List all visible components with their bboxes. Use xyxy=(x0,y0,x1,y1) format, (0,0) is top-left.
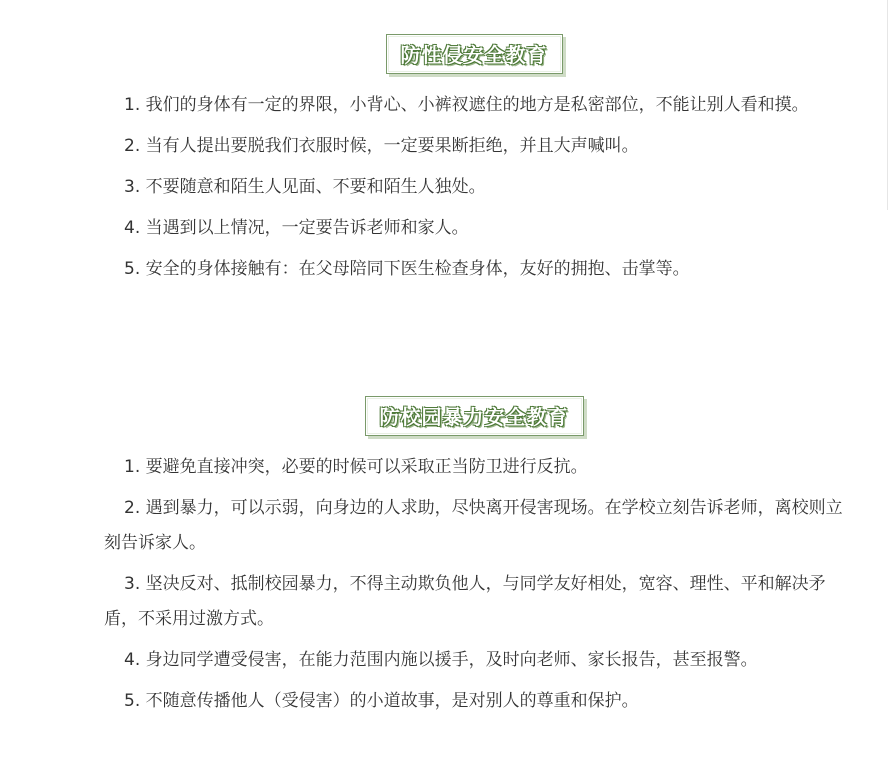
list-item: 2. 遇到暴力，可以示弱，向身边的人求助，尽快离开侵害现场。在学校立刻告诉老师，离校则立刻告诉家人。 xyxy=(104,498,843,553)
section-anti-school-violence xyxy=(104,396,844,725)
list-item: 5. 安全的身体接触有：在父母陪同下医生检查身体，友好的拥抱、击掌等。 xyxy=(124,259,690,279)
section-title-wrap xyxy=(104,396,844,436)
list-item: 4. 身边同学遭受侵害，在能力范围内施以援手，及时向老师、家长报告，甚至报警。 xyxy=(124,650,758,670)
list-item: 5. 不随意传播他人（受侵害）的小道故事，是对别人的尊重和保护。 xyxy=(124,691,639,711)
section-title: 防校园暴力安全教育 xyxy=(365,396,584,436)
scrollbar-track xyxy=(887,0,888,210)
section-anti-sexual-assault xyxy=(104,34,844,293)
list-item: 1. 我们的身体有一定的界限，小背心、小裤衩遮住的地方是私密部位，不能让别人看和摸。 xyxy=(124,95,809,115)
list-item: 4. 当遇到以上情况，一定要告诉老师和家人。 xyxy=(124,218,469,238)
section-title: 防性侵安全教育 xyxy=(386,34,563,74)
list-item: 3. 坚决反对、抵制校园暴力，不得主动欺负他人，与同学友好相处，宽容、理性、平和解决矛盾，不采用过激方式。 xyxy=(104,574,826,629)
list-item: 3. 不要随意和陌生人见面、不要和陌生人独处。 xyxy=(124,177,486,197)
section-title-wrap xyxy=(104,34,844,74)
list-item: 2. 当有人提出要脱我们衣服时候，一定要果断拒绝，并且大声喊叫。 xyxy=(124,136,639,156)
list-item: 1. 要避免直接冲突，必要的时候可以采取正当防卫进行反抗。 xyxy=(124,457,588,477)
